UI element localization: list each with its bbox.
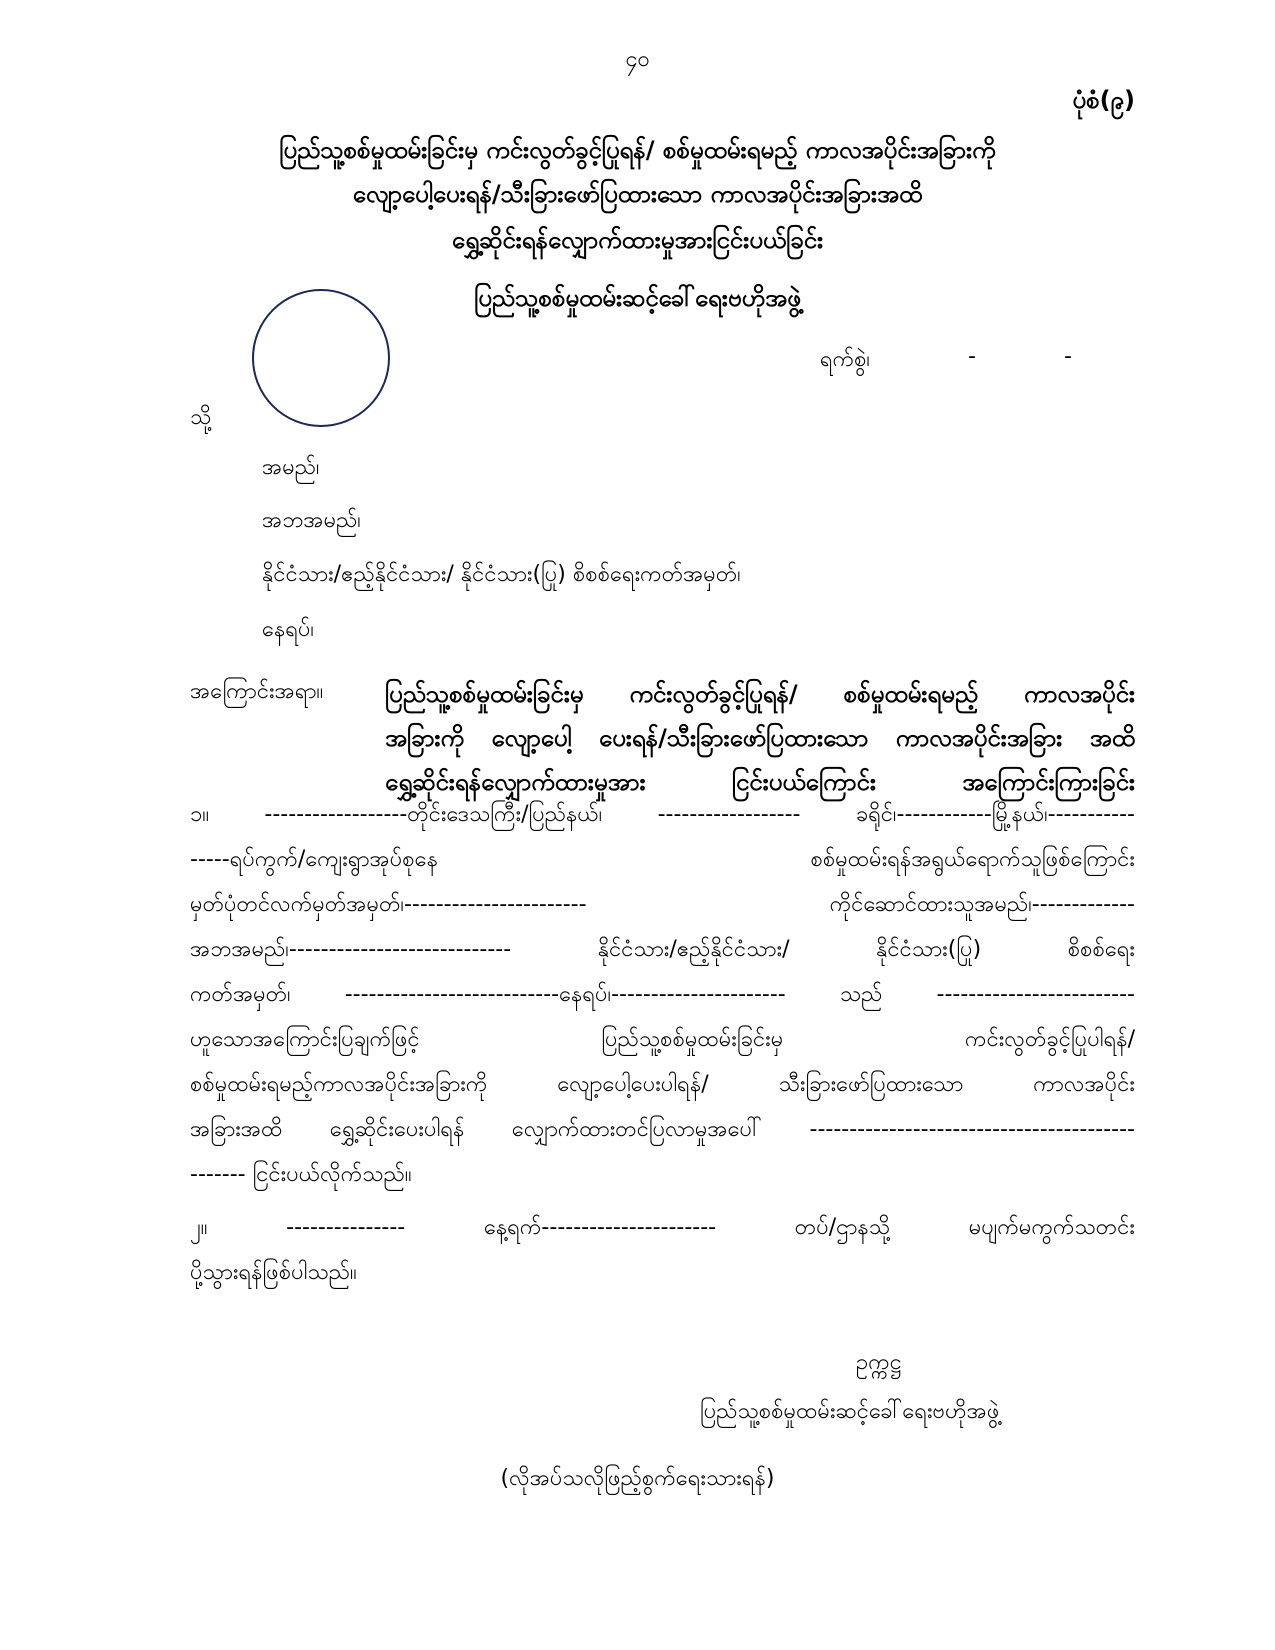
date-separator-1: -	[968, 344, 976, 369]
signature-organization: ပြည်သူ့စစ်မှုထမ်းဆင့်ခေါ်ရေးဗဟိုအဖွဲ့	[700, 1399, 1000, 1424]
subject-line: ရွှေ့ဆိုင်းရန်လျှောက်ထားမှုအား ငြင်းပယ်ကြောင်း အကြောင်းကြားခြင်း	[385, 768, 1135, 796]
document-title-line-3: ရွှေ့ဆိုင်းရန်လျှောက်ထားမှုအားငြင်းပယ်ခြင်း	[451, 226, 824, 254]
document-title-line-1: ပြည်သူ့စစ်မှုထမ်းခြင်းမှ ကင်းလွတ်ခွင့်ပြုရန်/ စစ်မှုထမ်းရမည့် ကာလအပိုင်းအခြားကို	[279, 136, 996, 164]
paragraph-line: အခြားအထိ ရွှေ့ဆိုင်းပေးပါရန် လျှောက်ထားတင်ပြလာမှုအပေါ် -----------------------------------------	[190, 1117, 1135, 1142]
paragraph-line: ပို့သွားရန်ဖြစ်ပါသည်။	[190, 1260, 357, 1285]
paragraph-line: ၁။ ------------------တိုင်းဒေသကြီး/ပြည်နယ်၊ ------------------ ခရိုင်၊------------မြို့နယ်၊-----------	[190, 802, 1135, 827]
recipient-address-field: နေရပ်၊	[262, 617, 314, 642]
paragraph-line: မှတ်ပုံတင်လက်မှတ်အမှတ်၊----------------------- ကိုင်ဆောင်ထားသူအမည်၊-------------	[190, 892, 1135, 917]
date-separator-2: -	[1064, 344, 1072, 369]
paragraph-2	[190, 1205, 1135, 1295]
paragraph-line: စစ်မှုထမ်းရမည့်ကာလအပိုင်းအခြားကို လျော့ပေါ့ပေးပါရန်/ သီးခြားဖော်ပြထားသော ကာလအပိုင်း	[190, 1072, 1135, 1097]
subject-line: ပြည်သူ့စစ်မှုထမ်းခြင်းမှ ကင်းလွတ်ခွင့်ပြုရန်/ စစ်မှုထမ်းရမည့် ကာလအပိုင်း	[385, 680, 1135, 708]
document-title-line-2: လျော့ပေါ့ပေးရန်/သီးခြားဖော်ပြထားသော ကာလအပိုင်းအခြားအထိ	[352, 180, 923, 208]
form-number: ပုံစံ(၉)	[1072, 86, 1135, 114]
date-line	[820, 344, 1090, 377]
subject-label: အကြောင်းအရာ။	[190, 679, 324, 704]
recipient-name-field: အမည်၊	[262, 455, 320, 480]
subject-line: အခြားကို လျော့ပေါ့ ပေးရန်/သီးခြားဖော်ပြထားသော ကာလအပိုင်းအခြား အထိ	[385, 724, 1135, 752]
date-label: ရက်စွဲ၊	[820, 347, 871, 372]
to-label: သို့	[190, 405, 212, 430]
paragraph-line: -----ရပ်ကွက်/ကျေးရွာအုပ်စုနေ စစ်မှုထမ်းရန်အရွယ်ရောက်သူဖြစ်ကြောင်း	[190, 847, 1135, 872]
seal-placeholder-circle	[252, 289, 390, 427]
signature-title: ဥက္ကဋ္ဌ	[856, 1350, 902, 1375]
page-number: ၄၀	[625, 47, 650, 72]
subject-text	[385, 672, 1135, 804]
paragraph-1	[190, 792, 1135, 1197]
footer-note: (လိုအပ်သလိုဖြည့်စွက်ရေးသားရန်)	[500, 1466, 775, 1491]
recipient-father-name-field: အဘအမည်၊	[262, 508, 361, 533]
recipient-id-card-field: နိုင်ငံသား/ဧည့်နိုင်ငံသား/ နိုင်ငံသား(ပြု) စိစစ်ရေးကတ်အမှတ်၊	[262, 562, 741, 587]
paragraph-line: ကတ်အမှတ်၊ ---------------------------နေရပ်၊---------------------- သည် -------------------------	[190, 982, 1135, 1007]
paragraph-line: ------- ငြင်းပယ်လိုက်သည်။	[190, 1162, 412, 1187]
issuer-heading: ပြည်သူ့စစ်မှုထမ်းဆင့်ခေါ်ရေးဗဟိုအဖွဲ့	[474, 284, 801, 312]
paragraph-line: အဘအမည်၊---------------------------- နိုင်ငံသား/ဧည့်နိုင်ငံသား/ နိုင်ငံသား(ပြု) စိစစ်ရေး	[190, 937, 1135, 962]
paragraph-line: ၂။ --------------- နေ့ရက်---------------------- တပ်/ဌာနသို့ မပျက်မကွက်သတင်း	[190, 1215, 1135, 1240]
paragraph-line: ဟူသောအကြောင်းပြချက်ဖြင့် ပြည်သူ့စစ်မှုထမ်းခြင်းမှ ကင်းလွတ်ခွင့်ပြုပါရန်/	[190, 1027, 1135, 1052]
